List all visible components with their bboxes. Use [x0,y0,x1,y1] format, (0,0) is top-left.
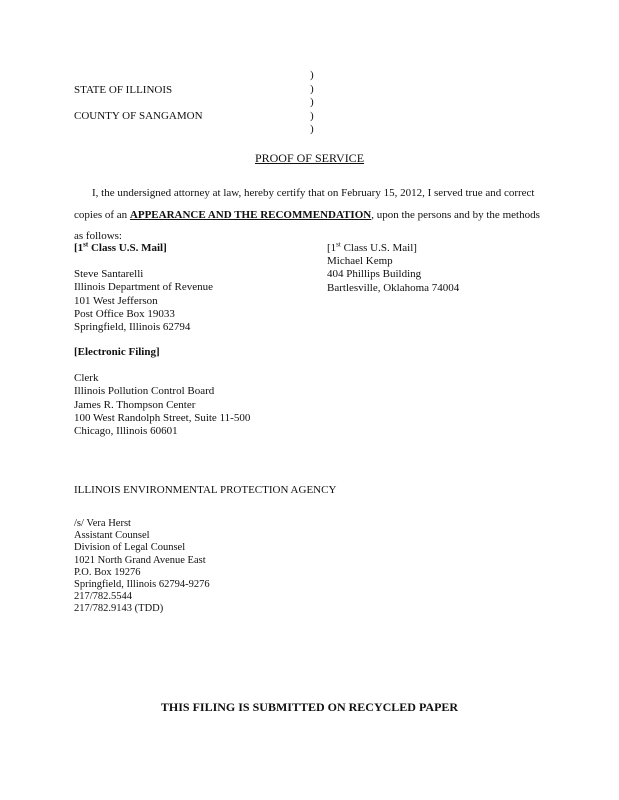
service-method-left [74,242,213,255]
paren: ) [310,96,314,108]
method-sup: st [83,240,89,249]
county-caption: COUNTY OF SANGAMON [74,110,203,122]
intro-line-2-prefix: copies of an [74,208,130,221]
address-line: 101 West Jefferson [74,294,158,307]
method-suffix: Class U.S. Mail] [88,242,167,254]
page-title: PROOF OF SERVICE [254,151,365,165]
agency-name: ILLINOIS ENVIRONMENTAL PROTECTION AGENCY [74,484,337,496]
signature-line: 217/782.9143 (TDD) [74,603,164,615]
address-line: Clerk [74,372,99,385]
signature-line: Springfield, Illinois 62794-9276 [74,579,210,591]
paren: ) [310,82,314,95]
intro-line-2 [74,205,540,227]
address-line: Illinois Pollution Control Board [74,385,215,398]
intro-line-1: I, the undersigned attorney at law, hereby certify that on February 15, 2012, I served true and correct [92,187,535,199]
address-line: Post Office Box 19033 [74,307,175,320]
signature-line: Division of Legal Counsel [74,542,186,554]
address-line: Steve Santarelli [74,268,144,281]
caption-parentheses [310,69,314,137]
address-line: Springfield, Illinois 62794 [74,321,191,334]
service-method-right [327,242,459,255]
address-line: James R. Thompson Center [74,398,196,411]
recycled-paper-notice: THIS FILING IS SUBMITTED ON RECYCLED PAPER [160,700,459,714]
service-right [327,242,459,295]
address-line: Michael Kemp [327,255,393,268]
document-title: APPEARANCE AND THE RECOMMENDATION [129,208,372,221]
signature-line: P.O. Box 19276 [74,566,141,578]
address-line: Chicago, Illinois 60601 [74,425,178,438]
signature-block [74,518,210,616]
intro-line-3: as follows: [74,230,122,242]
paren: ) [310,69,314,81]
service-left [74,242,213,334]
address-line: 404 Phillips Building [327,268,422,281]
signature-line: 217/782.5544 [74,591,133,603]
method-sup: st [336,240,341,249]
paren: ) [310,123,314,135]
intro-line-2-suffix: , upon the persons and by the methods [371,208,540,221]
method-prefix: [1 [74,242,84,254]
address-line: Illinois Department of Revenue [74,281,213,294]
method-prefix: [1 [327,242,337,254]
address-line: Bartlesville, Oklahoma 74004 [327,281,460,294]
state-caption: STATE OF ILLINOIS [74,84,173,96]
signature-line: Assistant Counsel [74,530,150,542]
service-method-electronic: [Electronic Filing] [74,346,160,358]
electronic-service [74,346,250,438]
signature-line: 1021 North Grand Avenue East [74,554,206,566]
paren: ) [310,109,314,122]
signature-line: /s/ Vera Herst [74,518,131,529]
method-suffix: Class U.S. Mail] [340,242,417,254]
address-line: 100 West Randolph Street, Suite 11-500 [74,411,251,424]
intro-paragraph [74,183,540,248]
